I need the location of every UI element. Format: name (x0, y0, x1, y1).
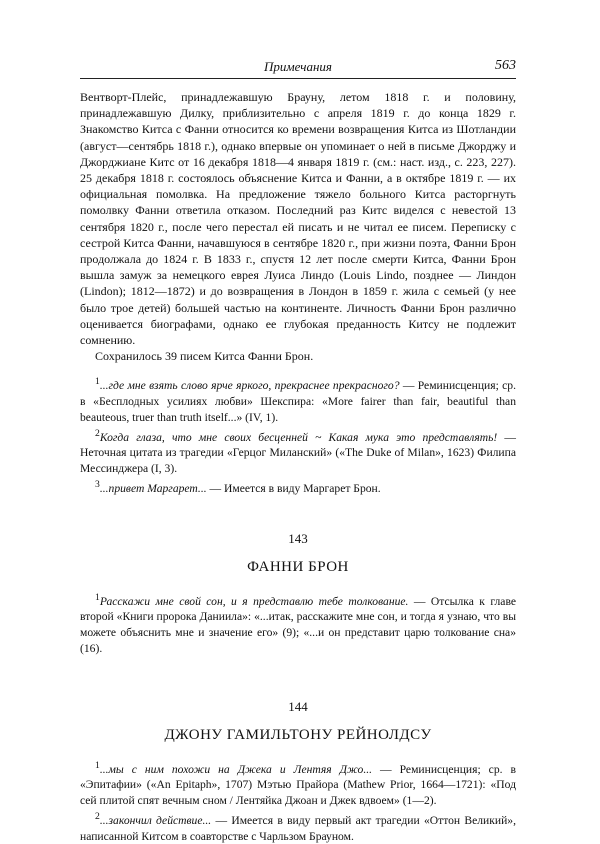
footnote-number: 2 (95, 810, 100, 822)
footnote-quote: ...где мне взять слово ярче яркого, прекраснее прекрасного? (99, 379, 400, 393)
footnote-text: — Отсылка к главе второй «Книги пророка Даниила»: «...итак, расскажите мне сон, и тогда я узнаю, что вы можете объяснить мне и значение его» (9); «...и он представит царю толкование сна» (16). (80, 594, 516, 655)
footnote-text: — Реминисценция; ср. в «Эпитафии» («An Epitaph», 1707) Мэтью Прайора (Mathew Prior, 1664—1721): «Под сей плитой спят вечным сном / Лентяйка Джоан и Джек вдвоем» (1—2). (80, 762, 516, 808)
running-header (80, 58, 516, 79)
footnote-quote: Расскажи мне свой сон, и я представлю тебе толкование. (99, 594, 409, 608)
footnote-quote: Когда глаза, что мне своих бесценней ~ Какая мука это представлять! (99, 430, 498, 444)
footnote-text: — Имеется в виду первый акт трагедии «Оттон Великий», написанной Китсом в соавторстве с Чарльзом Брауном. (80, 813, 516, 843)
footnote-number: 2 (95, 427, 100, 439)
notes-list (80, 374, 516, 496)
footnote (80, 809, 516, 844)
footnote (80, 426, 516, 477)
section-title: ДЖОНУ ГАМИЛЬТОНУ РЕЙНОЛДСУ (164, 726, 432, 743)
footnote-number: 3 (95, 478, 100, 490)
section-number: 143 (288, 530, 308, 546)
page-number: 563 (495, 58, 516, 73)
page-content (80, 89, 516, 844)
footnote (80, 374, 516, 425)
footnote-quote: ...мы с ним похожи на Джека и Лентяя Джо... (99, 762, 373, 776)
footnote-text: — Неточная цитата из трагедии «Герцог Миланский» («The Duke of Milan», 1623) Филипа Мессинджера (I, 3). (80, 430, 516, 476)
footnote-number: 1 (95, 591, 100, 603)
body-paragraph: Сохранилось 39 писем Китса Фанни Брон. (95, 349, 314, 364)
footnote-quote: ...закончил действие... (99, 813, 212, 827)
footnote-number: 1 (95, 759, 100, 771)
footnote (80, 590, 516, 657)
footnote-text: — Реминисценция; ср. в «Бесплодных усилиях любви» Шекспира: «More fairer than fair, beautiful than beauteous, truer than truth itself...» (IV, 1). (80, 379, 516, 424)
footnote (80, 477, 516, 497)
section-title: ФАННИ БРОН (247, 558, 349, 575)
running-title: Примечания (264, 59, 332, 74)
section-number: 144 (288, 698, 308, 714)
footnote-number: 1 (95, 376, 100, 388)
body-paragraph: Вентворт-Плейс, принадлежавшую Брауну, летом 1818 г. и половину, принадлежавшую Дилку, приблизительно с апреля 1819 г. до конца 1829 г. Знакомство Китса с Фанни относится ко времени возвращения Китса из Шотландии (август—сентябрь 1818 г.), однако впервые он упоминает о ней в письме Джорджу и Джорджиане Китс от 16 декабря 1818—4 января 1819 г. (см.: наст. изд., с. 223, 227). 25 декабря 1818 г. состоялось объяснение Китса и Фанни, а в октябре 1819 г. — их официальная помолвка. На предложение тяжело больного Китса расторгнуть помолвку Фанни ответила отказом. Последний раз Китс виделся с невестой 13 сентября 1820 г., после чего перестал ей писать и не читал ее писем. Переписку с сестрой Китса Фанни, начавшуюся в сентябре 1820 г., при жизни поэта, Фанни Брон продолжала до 1824 г. В 1833 г., спустя 12 лет после смерти Китса, Фанни Брон вышла замуж за немецкого еврея Луиса Линдо (Louis Lindo, позднее — Линдон (Lindon); 1812—1872) и до возвращения в Лондон в 1859 г. жила с семьей (у нее было трое детей) большей частью на континенте. Личность Фанни Брон различно оценивается биографами, однако ее глубокая преданность Китсу не подлежит сомнению. (80, 90, 516, 348)
footnote-text: — Имеется в виду Маргарет Брон. (206, 481, 381, 495)
footnote-quote: ...привет Маргарет... (99, 481, 207, 495)
footnote (80, 758, 516, 809)
